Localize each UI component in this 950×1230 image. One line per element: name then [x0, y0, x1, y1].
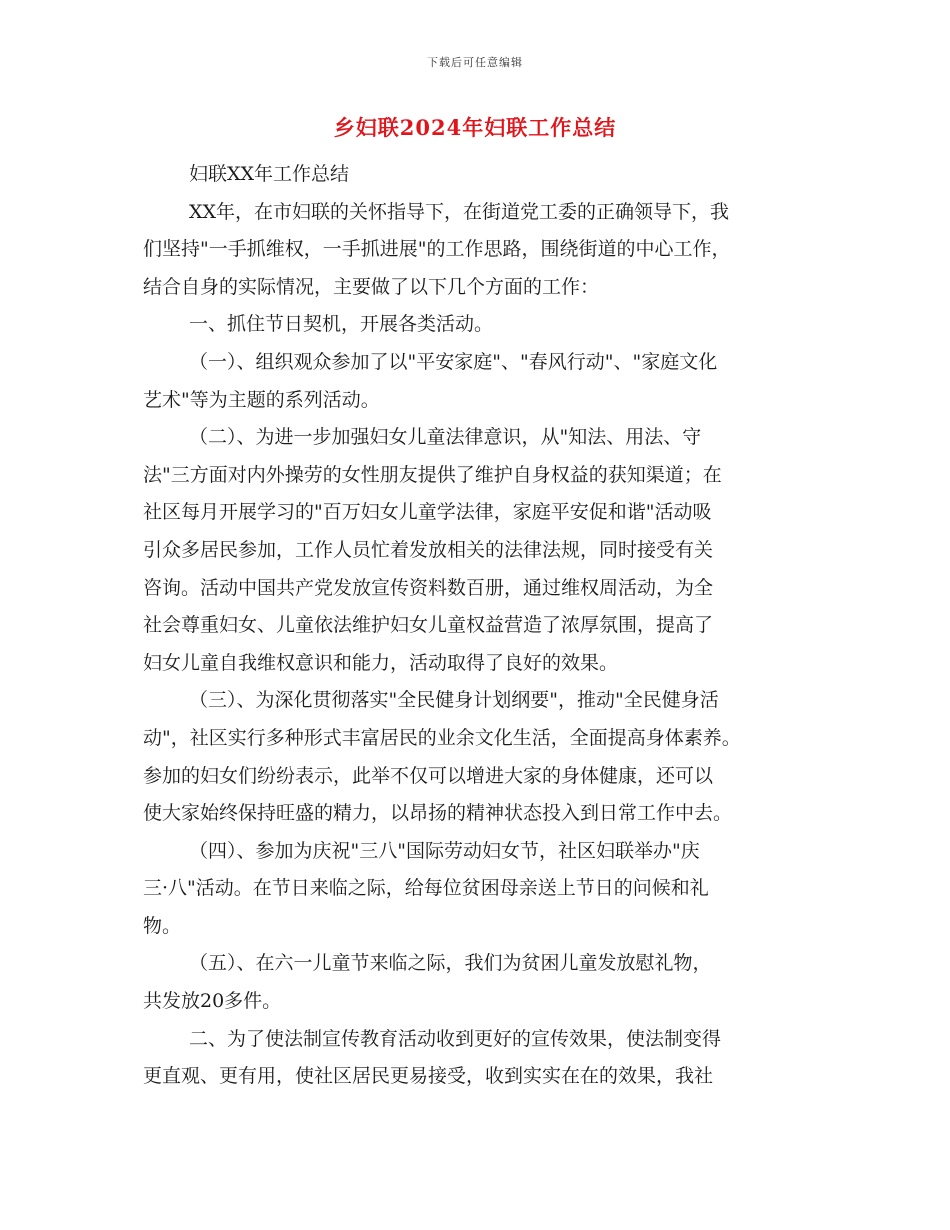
body-line: （四）、参加为庆祝"三八"国际劳动妇女节，社区妇联举办"庆: [189, 839, 700, 862]
body-line: （三）、为深化贯彻落实"全民健身计划纲要"，推动"全民健身活: [189, 689, 719, 712]
body-line: 引众多居民参加，工作人员忙着发放相关的法律法规，同时接受有关: [143, 538, 714, 561]
body-line: 物。: [143, 914, 182, 937]
body-line: 共发放20多件。: [143, 990, 282, 1013]
document-body: [143, 156, 823, 1096]
body-line: 三·八"活动。在节日来临之际，给每位贫困母亲送上节日的问候和礼: [143, 877, 709, 900]
body-line: 们坚持"一手抓维权，一手抓进展"的工作思路，围绕街道的中心工作，: [143, 238, 731, 261]
body-line: 使大家始终保持旺盛的精力，以昂扬的精神状态投入到日常工作中去。: [143, 802, 733, 825]
body-line: （五）、在六一儿童节来临之际，我们为贫困儿童发放慰礼物，: [189, 952, 712, 975]
body-line: 二、为了使法制宣传教育活动收到更好的宣传效果，使法制变得: [189, 1027, 722, 1050]
body-line: XX年，在市妇联的关怀指导下，在街道党工委的正确领导下，我: [189, 200, 730, 223]
body-line: 结合自身的实际情况，主要做了以下几个方面的工作：: [143, 275, 600, 298]
body-line: 社区每月开展学习的"百万妇女儿童学法律，家庭平安促和谐"活动吸: [143, 501, 712, 524]
body-line: 一、抓住节日契机，开展各类活动。: [189, 313, 494, 336]
body-line: 法"三方面对内外操劳的女性朋友提供了维护自身权益的获知渠道；在: [143, 463, 722, 486]
header-note: 下载后可任意编辑: [427, 56, 523, 69]
body-line: （一）、组织观众参加了以"平安家庭"、"春风行动"、"家庭文化: [189, 350, 718, 373]
body-line: 妇女儿童自我维权意识和能力，活动取得了良好的效果。: [143, 651, 619, 674]
body-line: （二）、为进一步加强妇女儿童法律意识，从"知法、用法、守: [189, 426, 702, 449]
body-line: 咨询。活动中国共产党发放宣传资料数百册，通过维权周活动，为全: [143, 576, 714, 599]
body-line: 艺术"等为主题的系列活动。: [143, 388, 380, 411]
body-line: 妇联XX年工作总结: [189, 163, 350, 185]
body-line: 更直观、更有用，使社区居民更易接受，收到实实在在的效果，我社: [143, 1065, 714, 1088]
body-line: 动"，社区实行多种形式丰富居民的业余文化生活，全面提高身体素养。: [143, 726, 741, 749]
body-line: 社会尊重妇女、儿童依法维护妇女儿童权益营造了浓厚氛围，提高了: [143, 614, 714, 637]
body-line: 参加的妇女们纷纷表示，此举不仅可以增进大家的身体健康，还可以: [143, 764, 714, 787]
document-title: 乡妇联2024年妇联工作总结: [333, 115, 617, 140]
